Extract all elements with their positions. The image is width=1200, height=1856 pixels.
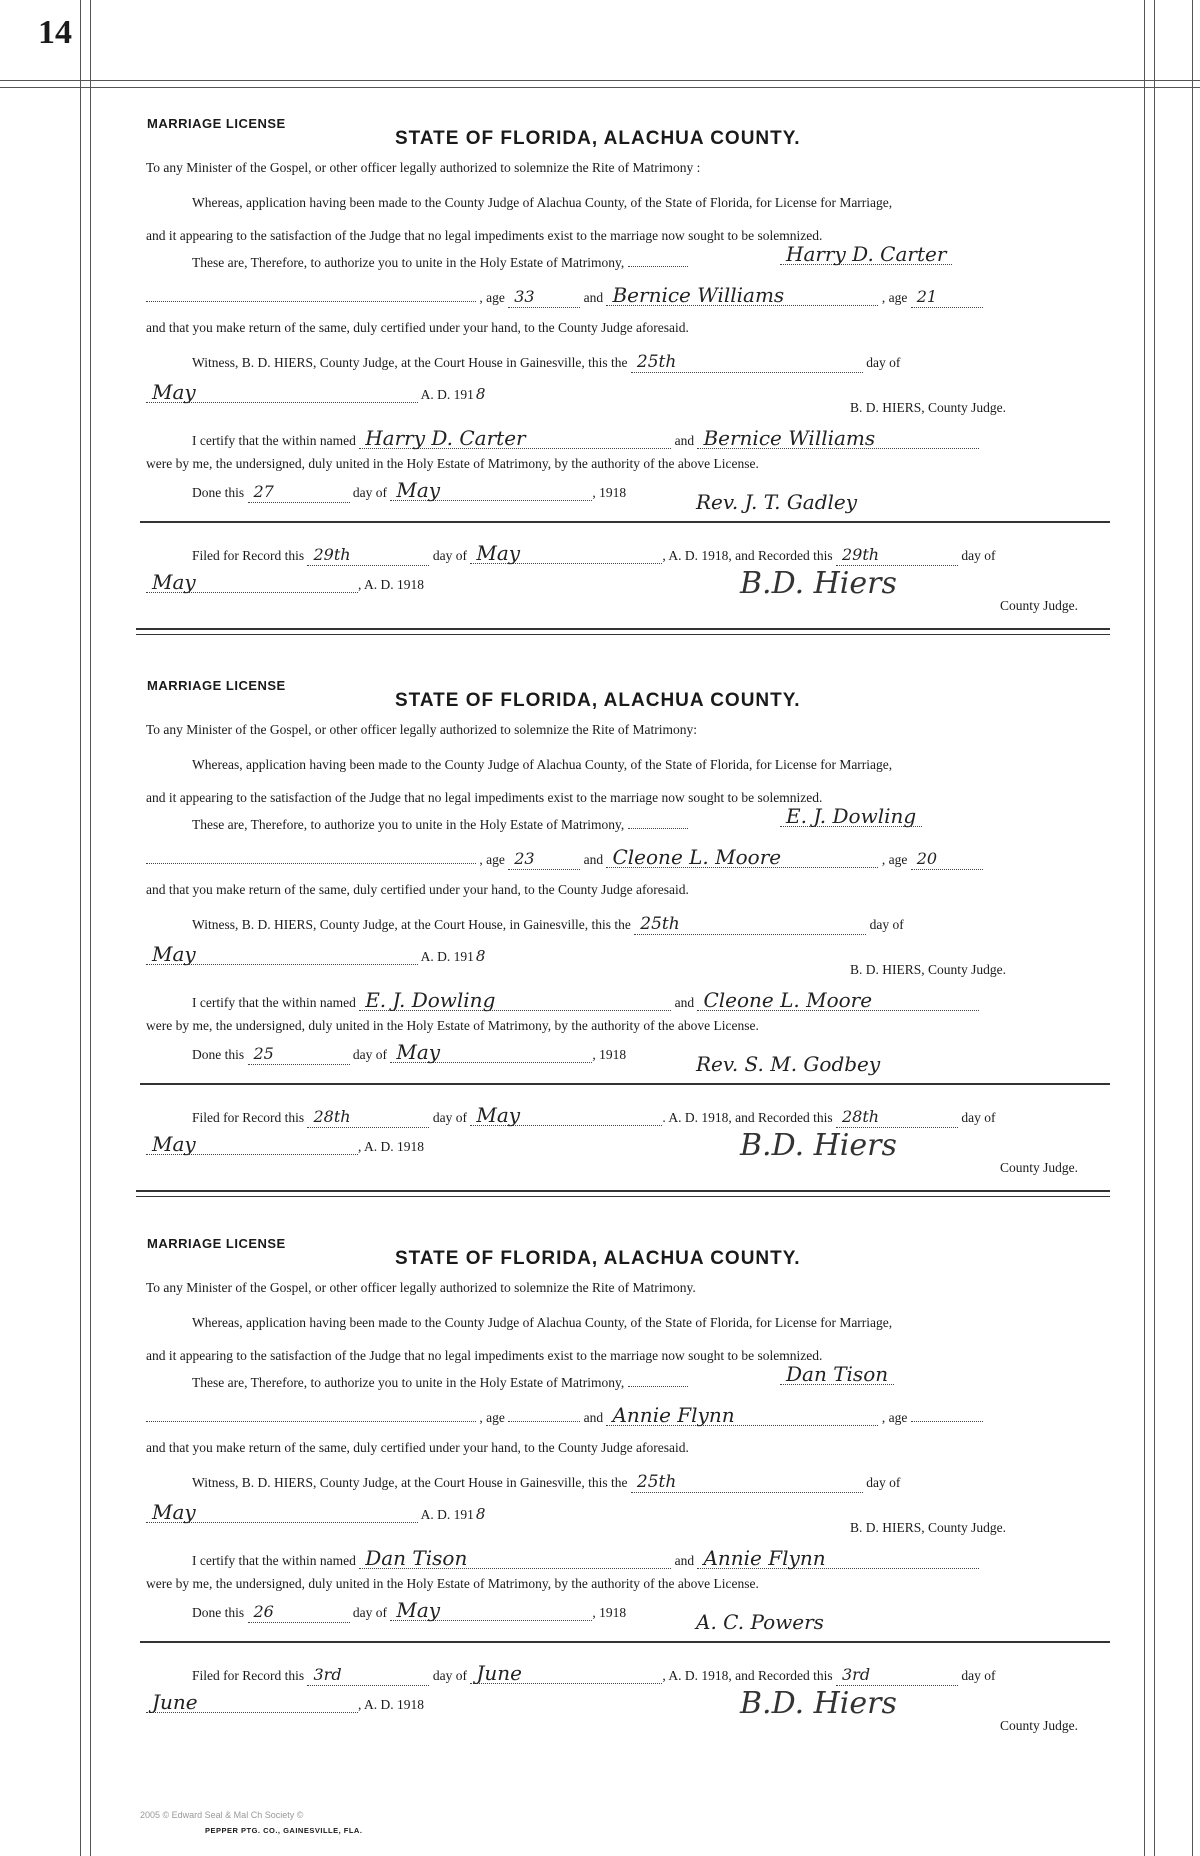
intro-text: To any Minister of the Gospel, or other officer legally authorized to solemnize the Rite of Matrimony. [146, 1280, 696, 1295]
page-number: 14 [38, 14, 72, 51]
appearing-text: and it appearing to the satisfaction of the Judge that no legal impediments exist to the marriage now sought to be solemnized. [146, 1348, 823, 1363]
witness-day: 25th [631, 352, 863, 373]
license-label: MARRIAGE LICENSE [147, 678, 286, 693]
witness-month: May [146, 944, 418, 965]
done-day-of: day of [352, 485, 387, 500]
and-label: and [674, 433, 695, 448]
recorded-date-line [146, 572, 424, 593]
filed-ad: , A. D. 1918 [662, 1668, 729, 1683]
certify-text: I certify that the within named [192, 1553, 356, 1568]
recorded-label: , and Recorded this [728, 548, 833, 563]
appearing-text: and it appearing to the satisfaction of the Judge that no legal impediments exist to the marriage now sought to be solemnized. [146, 228, 823, 243]
done-year: , 1918 [592, 485, 627, 500]
age-label: , age [881, 852, 908, 867]
recorded-label: , and Recorded this [728, 1110, 833, 1125]
united-text: were by me, the undersigned, duly united in the Holy Estate of Matrimony, by the authority of the above License. [146, 1576, 759, 1591]
recorded-day: 3rd [836, 1665, 958, 1686]
judge-signature: B.D. Hiers [740, 1128, 897, 1163]
authorize-text: These are, Therefore, to authorize you to unite in the Holy Estate of Matrimony, [192, 1375, 625, 1390]
recorded-month: May [146, 572, 358, 593]
recorded-label: , and Recorded this [728, 1668, 833, 1683]
whereas-text: Whereas, application having been made to the County Judge of Alachua County, of the State of Florida, for License for Marriage, [192, 757, 893, 772]
section-divider [140, 1641, 1110, 1643]
judge-title: B. D. HIERS, County Judge. [850, 962, 1007, 977]
recorded-ad: , A. D. 1918 [358, 1139, 425, 1154]
filed-month: May [470, 543, 662, 564]
age-label: , age [479, 290, 505, 305]
filed-ad: , A. D. 1918 [662, 548, 729, 563]
age-label: , age [479, 852, 505, 867]
parties-line [146, 285, 983, 308]
cert-bride: Bernice Williams [697, 428, 979, 449]
done-month: May [390, 480, 592, 501]
section-divider [140, 521, 1110, 523]
marriage-license [0, 1208, 1200, 1763]
certify-line [192, 990, 979, 1011]
witness-line [192, 914, 904, 935]
license-title: STATE OF FLORIDA, ALACHUA COUNTY. [395, 690, 801, 711]
and-label: and [583, 290, 604, 305]
certify-line [192, 1548, 979, 1569]
witness-year-digit: 8 [475, 385, 486, 403]
bride-age: 21 [911, 287, 983, 308]
recorded-day: 28th [836, 1107, 958, 1128]
filed-day: 29th [307, 545, 429, 566]
age-label: , age [479, 1410, 505, 1425]
intro-text: To any Minister of the Gospel, or other officer legally authorized to solemnize the Rite of Matrimony: [146, 722, 698, 737]
recorded-month: June [146, 1692, 358, 1713]
authorize-text: These are, Therefore, to authorize you to unite in the Holy Estate of Matrimony, [192, 255, 625, 270]
witness-month: May [146, 1502, 418, 1523]
whereas-text: Whereas, application having been made to the County Judge of Alachua County, of the State of Florida, for License for Marriage, [192, 1315, 893, 1330]
watermark: 2005 © Edward Seal & Mal Ch Society © [140, 1810, 304, 1820]
parties-line [146, 1405, 983, 1426]
officiant-signature: Rev. J. T. Gadley [696, 490, 858, 514]
age-label: , age [881, 1410, 908, 1425]
recorded-date-line [146, 1692, 424, 1713]
cert-groom: Dan Tison [359, 1548, 671, 1569]
united-text: were by me, the undersigned, duly united in the Holy Estate of Matrimony, by the authority of the above License. [146, 1018, 759, 1033]
witness-line [192, 1472, 900, 1493]
authorize-text: These are, Therefore, to authorize you to unite in the Holy Estate of Matrimony, [192, 817, 625, 832]
day-of-label: day of [866, 355, 901, 370]
day-of-label: day of [869, 917, 904, 932]
done-day: 27 [248, 482, 350, 503]
intro-text: To any Minister of the Gospel, or other officer legally authorized to solemnize the Rite of Matrimony : [146, 160, 701, 175]
certify-line [192, 428, 979, 449]
recorded-month: May [146, 1134, 358, 1155]
and-label: and [674, 1553, 695, 1568]
filed-label: Filed for Record this [192, 548, 305, 563]
ad-label: A. D. 191 [420, 1507, 474, 1522]
cert-groom: Harry D. Carter [359, 428, 671, 449]
groom-name-handwritten: Harry D. Carter [780, 244, 952, 265]
license-separator [136, 628, 1110, 635]
officiant-signature: A. C. Powers [696, 1610, 824, 1634]
judge-signature: B.D. Hiers [740, 566, 897, 601]
county-judge-label: County Judge. [1000, 1718, 1079, 1733]
license-title: STATE OF FLORIDA, ALACHUA COUNTY. [395, 128, 801, 149]
section-divider [140, 1083, 1110, 1085]
witness-year-digit: 8 [475, 947, 486, 965]
witness-month: May [146, 382, 418, 403]
groom-age [508, 1421, 580, 1422]
judge-title: B. D. HIERS, County Judge. [850, 400, 1007, 415]
authorize-line [192, 817, 688, 833]
witness-text: Witness, B. D. HIERS, County Judge, at the Court House, in Gainesville, this the [192, 917, 631, 932]
license-label: MARRIAGE LICENSE [147, 1236, 286, 1251]
groom-age: 23 [508, 849, 580, 870]
return-text: and that you make return of the same, duly certified under your hand, to the County Judge aforesaid. [146, 1440, 689, 1455]
age-label: , age [881, 290, 908, 305]
done-month: May [390, 1042, 592, 1063]
witness-year-digit: 8 [475, 1505, 486, 1523]
filed-label: Filed for Record this [192, 1668, 305, 1683]
recorded-ad: , A. D. 1918 [358, 577, 425, 592]
printer-imprint: PEPPER PTG. CO., GAINESVILLE, FLA. [205, 1826, 363, 1835]
ad-label: A. D. 191 [420, 387, 474, 402]
bride-name: Cleone L. Moore [606, 847, 878, 868]
recorded-ad: , A. D. 1918 [358, 1697, 425, 1712]
done-label: Done this [192, 1047, 245, 1062]
marriage-license [0, 88, 1200, 643]
done-month: May [390, 1600, 592, 1621]
filed-day: 3rd [307, 1665, 429, 1686]
filed-line [192, 1663, 995, 1686]
whereas-text: Whereas, application having been made to the County Judge of Alachua County, of the State of Florida, for License for Marriage, [192, 195, 893, 210]
done-line [192, 1600, 626, 1623]
filed-month: June [470, 1663, 662, 1684]
day-of-label: day of [866, 1475, 901, 1490]
recorded-day: 29th [836, 545, 958, 566]
done-label: Done this [192, 1605, 245, 1620]
cert-bride: Cleone L. Moore [697, 990, 979, 1011]
groom-name-handwritten: Dan Tison [780, 1364, 894, 1385]
done-line [192, 1042, 626, 1065]
done-day: 25 [248, 1044, 350, 1065]
county-judge-label: County Judge. [1000, 1160, 1079, 1175]
filed-day: 28th [307, 1107, 429, 1128]
bride-age [911, 1421, 983, 1422]
officiant-signature: Rev. S. M. Godbey [696, 1052, 881, 1076]
witness-day: 25th [631, 1472, 863, 1493]
license-separator [136, 1190, 1110, 1197]
filed-month: May [470, 1105, 662, 1126]
and-label: and [674, 995, 695, 1010]
witness-date-line [146, 944, 487, 966]
groom-age: 33 [508, 287, 580, 308]
license-label: MARRIAGE LICENSE [147, 116, 286, 131]
witness-date-line [146, 382, 487, 404]
header-rule [0, 80, 1200, 81]
groom-name-handwritten: E. J. Dowling [780, 806, 922, 827]
filed-day-of: day of [432, 1668, 467, 1683]
filed-line [192, 1105, 995, 1128]
bride-name: Annie Flynn [606, 1405, 878, 1426]
recorded-day-of: day of [961, 1668, 996, 1683]
done-label: Done this [192, 485, 245, 500]
marriage-license [0, 650, 1200, 1205]
filed-day-of: day of [432, 1110, 467, 1125]
recorded-day-of: day of [961, 548, 996, 563]
witness-day: 25th [634, 914, 866, 935]
return-text: and that you make return of the same, duly certified under your hand, to the County Judge aforesaid. [146, 320, 689, 335]
authorize-line [192, 1375, 688, 1391]
certify-text: I certify that the within named [192, 433, 356, 448]
filed-ad: . A. D. 1918 [662, 1110, 729, 1125]
recorded-date-line [146, 1134, 424, 1155]
license-title: STATE OF FLORIDA, ALACHUA COUNTY. [395, 1248, 801, 1269]
certify-text: I certify that the within named [192, 995, 356, 1010]
authorize-line [192, 255, 688, 271]
and-label: and [583, 852, 604, 867]
appearing-text: and it appearing to the satisfaction of the Judge that no legal impediments exist to the marriage now sought to be solemnized. [146, 790, 823, 805]
ad-label: A. D. 191 [420, 949, 474, 964]
and-label: and [583, 1410, 604, 1425]
bride-name: Bernice Williams [606, 285, 878, 306]
done-day-of: day of [352, 1605, 387, 1620]
done-day-of: day of [352, 1047, 387, 1062]
judge-signature: B.D. Hiers [740, 1686, 897, 1721]
return-text: and that you make return of the same, duly certified under your hand, to the County Judge aforesaid. [146, 882, 689, 897]
done-year: , 1918 [592, 1047, 627, 1062]
witness-text: Witness, B. D. HIERS, County Judge, at the Court House in Gainesville, this the [192, 1475, 628, 1490]
judge-title: B. D. HIERS, County Judge. [850, 1520, 1007, 1535]
witness-date-line [146, 1502, 487, 1524]
done-year: , 1918 [592, 1605, 627, 1620]
county-judge-label: County Judge. [1000, 598, 1079, 613]
parties-line [146, 847, 983, 870]
united-text: were by me, the undersigned, duly united in the Holy Estate of Matrimony, by the authority of the above License. [146, 456, 759, 471]
done-day: 26 [248, 1602, 350, 1623]
cert-bride: Annie Flynn [697, 1548, 979, 1569]
recorded-day-of: day of [961, 1110, 996, 1125]
filed-day-of: day of [432, 548, 467, 563]
filed-line [192, 543, 995, 566]
filed-label: Filed for Record this [192, 1110, 305, 1125]
witness-text: Witness, B. D. HIERS, County Judge, at the Court House in Gainesville, this the [192, 355, 628, 370]
bride-age: 20 [911, 849, 983, 870]
done-line [192, 480, 626, 503]
cert-groom: E. J. Dowling [359, 990, 671, 1011]
witness-line [192, 352, 900, 373]
